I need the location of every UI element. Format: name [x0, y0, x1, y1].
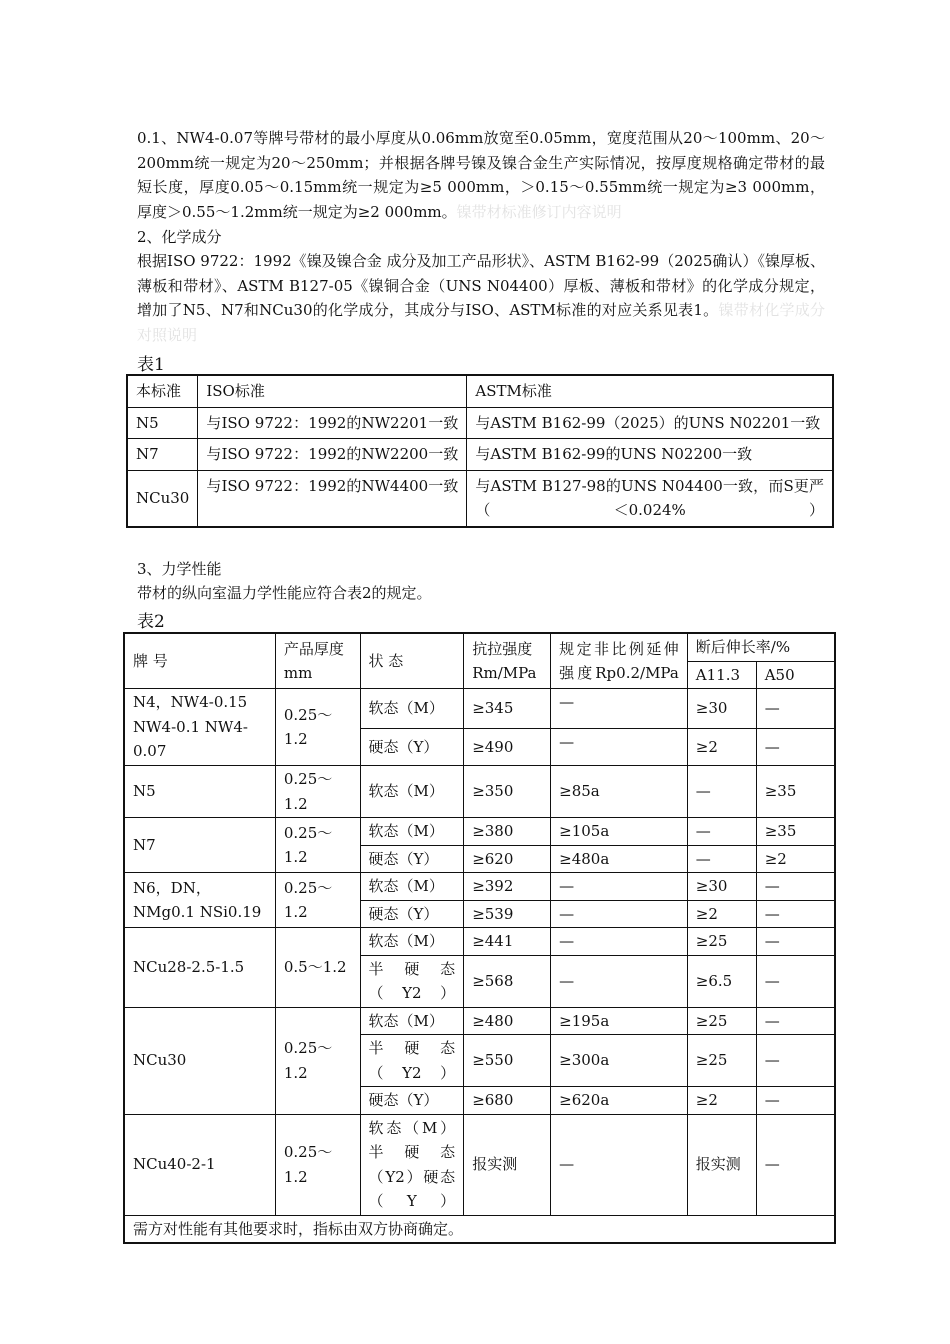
table1-header-cell: ASTM标准	[467, 375, 833, 407]
table2-caption: 表2	[137, 612, 165, 632]
a50-cell: ≥35	[756, 766, 835, 818]
a113-cell: ≥6.5	[687, 955, 756, 1007]
table1-header-row	[127, 375, 833, 407]
table2-footnote-row	[124, 1215, 835, 1243]
yield-cell: —	[551, 1114, 688, 1215]
a50-cell: —	[756, 729, 835, 766]
grade-cell: N7	[124, 818, 275, 873]
thickness-cell: 0.5～1.2	[275, 928, 360, 1008]
header-thickness: 产品厚度mm	[275, 633, 360, 689]
table-row	[124, 766, 835, 818]
header-yield: 规定非比例延伸强度Rp0.2/MPa	[551, 633, 688, 689]
table2	[123, 632, 836, 1244]
table-row	[124, 689, 835, 729]
a50-cell: —	[756, 1087, 835, 1115]
yield-cell: ≥105a	[551, 818, 688, 846]
tensile-cell: ≥350	[464, 766, 551, 818]
a50-cell: —	[756, 955, 835, 1007]
header-state: 状 态	[360, 633, 464, 689]
table2-footnote: 需方对性能有其他要求时，指标由双方协商确定。	[124, 1215, 835, 1243]
a50-cell: —	[756, 928, 835, 956]
yield-cell: ≥480a	[551, 845, 688, 873]
a113-cell: ≥2	[687, 1087, 756, 1115]
a113-cell: ≥25	[687, 1035, 756, 1087]
tensile-cell: ≥490	[464, 729, 551, 766]
yield-cell: ≥300a	[551, 1035, 688, 1087]
paragraph-text: 根据ISO 9722：1992《镍及镍合金 成分及加工产品形状》、ASTM B162-99（2025确认）《镍厚板、薄板和带材》、ASTM B127-05《镍铜合金（UNS N04400）厚板、薄板和带材》的化学成分规定，增加了N5、N7和NCu30的化学成分，其成分与ISO、ASTM标准的对应关系见表1。	[137, 252, 825, 319]
thickness-cell: 0.25～1.2	[275, 1114, 360, 1215]
grade-cell: N4，NW4-0.15 NW4-0.1 NW4-0.07	[124, 689, 275, 766]
a50-cell: —	[756, 689, 835, 729]
tensile-cell: ≥345	[464, 689, 551, 729]
state-cell: 硬态（Y）	[360, 900, 464, 928]
paragraph-thickness-width	[137, 126, 825, 224]
grade-cell: N6，DN，NMg0.1 NSi0.19	[124, 873, 275, 928]
table1-cell: 与ASTM B127-98的UNS N04400一致，而S更严（＜0.024%）	[467, 470, 833, 527]
thickness-cell: 0.25～1.2	[275, 818, 360, 873]
table-row	[124, 928, 835, 956]
a50-cell: —	[756, 873, 835, 901]
state-cell: 硬态（Y）	[360, 845, 464, 873]
state-cell: 软态（M）半硬态（Y2）硬态（Y）	[360, 1114, 464, 1215]
grade-cell: NCu40-2-1	[124, 1114, 275, 1215]
table1-cell: N7	[127, 439, 198, 471]
a50-cell: ≥2	[756, 845, 835, 873]
table1-cell: 与ISO 9722：1992的NW4400一致	[198, 470, 467, 527]
yield-cell: ≥85a	[551, 766, 688, 818]
tensile-cell: ≥480	[464, 1007, 551, 1035]
table2-header-row	[124, 633, 835, 661]
yield-cell: ≥195a	[551, 1007, 688, 1035]
faint-watermark-text: 镍带材化学成分对照说明	[137, 301, 825, 344]
yield-cell: —	[551, 955, 688, 1007]
yield-cell: —	[551, 873, 688, 901]
tensile-cell: ≥441	[464, 928, 551, 956]
header-tensile: 抗拉强度Rm/MPa	[464, 633, 551, 689]
tensile-cell: 报实测	[464, 1114, 551, 1215]
tensile-cell: ≥568	[464, 955, 551, 1007]
table1-cell: 与ASTM B162-99（2025）的UNS N02201一致	[467, 407, 833, 439]
a113-cell: ≥25	[687, 928, 756, 956]
a113-cell: —	[687, 845, 756, 873]
thickness-cell: 0.25～1.2	[275, 1007, 360, 1114]
state-cell: 软态（M）	[360, 818, 464, 846]
table-row	[127, 407, 833, 439]
table1-header-cell: 本标准	[127, 375, 198, 407]
tensile-cell: ≥392	[464, 873, 551, 901]
a50-cell: —	[756, 1007, 835, 1035]
state-cell: 软态（M）	[360, 766, 464, 818]
table1-cell: N5	[127, 407, 198, 439]
paragraph-chemical-composition	[137, 249, 825, 347]
table1-caption: 表1	[137, 355, 165, 375]
a113-cell: —	[687, 818, 756, 846]
table1-cell: NCu30	[127, 470, 198, 527]
a50-cell: —	[756, 900, 835, 928]
yield-cell: —	[551, 729, 688, 766]
grade-cell: NCu30	[124, 1007, 275, 1114]
state-cell: 半硬态（Y2）	[360, 955, 464, 1007]
grade-cell: N5	[124, 766, 275, 818]
paragraph-text: 0.1、NW4-0.07等牌号带材的最小厚度从0.06mm放宽至0.05mm，宽度范围从20～100mm、20～200mm统一规定为20～250mm；并根据各牌号镍及镍合金生产实际情况，按厚度规格确定带材的最短长度，厚度0.05～0.15mm统一规定为≥5 000mm，＞0.15～0.55mm统一规定为≥3 000mm，厚度＞0.55～1.2mm统一规定为≥2 000mm。	[137, 129, 825, 221]
state-cell: 软态（M）	[360, 928, 464, 956]
table-row	[127, 439, 833, 471]
state-cell: 软态（M）	[360, 689, 464, 729]
a113-cell: ≥30	[687, 689, 756, 729]
faint-watermark-text: 镍带材标准修订内容说明	[456, 202, 622, 221]
table-row	[124, 1007, 835, 1035]
thickness-cell: 0.25～1.2	[275, 766, 360, 818]
a113-cell: ≥25	[687, 1007, 756, 1035]
table-row	[124, 873, 835, 901]
a113-cell: ≥30	[687, 873, 756, 901]
thickness-cell: 0.25～1.2	[275, 873, 360, 928]
yield-cell: —	[551, 900, 688, 928]
a113-cell: ≥2	[687, 900, 756, 928]
state-cell: 半硬态（Y2）	[360, 1035, 464, 1087]
grade-cell: NCu28-2.5-1.5	[124, 928, 275, 1008]
paragraph-mechanical: 带材的纵向室温力学性能应符合表2的规定。	[137, 584, 432, 602]
table1-cell: 与ASTM B162-99的UNS N02200一致	[467, 439, 833, 471]
a113-cell: —	[687, 766, 756, 818]
a50-cell: —	[756, 1035, 835, 1087]
table-row	[124, 818, 835, 846]
table1-header-cell: ISO标准	[198, 375, 467, 407]
state-cell: 硬态（Y）	[360, 1087, 464, 1115]
thickness-cell: 0.25～1.2	[275, 689, 360, 766]
state-cell: 硬态（Y）	[360, 729, 464, 766]
section-heading-chemical: 2、化学成分	[137, 228, 222, 246]
yield-cell: —	[551, 928, 688, 956]
tensile-cell: ≥539	[464, 900, 551, 928]
table1-cell: 与ISO 9722：1992的NW2200一致	[198, 439, 467, 471]
header-grade: 牌 号	[124, 633, 275, 689]
header-elongation: 断后伸长率/%	[687, 633, 835, 661]
table1	[126, 374, 834, 528]
table1-cell: 与ISO 9722：1992的NW2201一致	[198, 407, 467, 439]
yield-cell: ≥620a	[551, 1087, 688, 1115]
tensile-cell: ≥680	[464, 1087, 551, 1115]
a113-cell: ≥2	[687, 729, 756, 766]
table-row	[124, 1114, 835, 1215]
state-cell: 软态（M）	[360, 873, 464, 901]
section-heading-mechanical: 3、力学性能	[137, 560, 222, 578]
state-cell: 软态（M）	[360, 1007, 464, 1035]
a50-cell: —	[756, 1114, 835, 1215]
a50-cell: ≥35	[756, 818, 835, 846]
tensile-cell: ≥550	[464, 1035, 551, 1087]
yield-cell: —	[551, 689, 688, 729]
header-a113: A11.3	[687, 661, 756, 689]
a113-cell: 报实测	[687, 1114, 756, 1215]
tensile-cell: ≥380	[464, 818, 551, 846]
tensile-cell: ≥620	[464, 845, 551, 873]
header-a50: A50	[756, 661, 835, 689]
table-row	[127, 470, 833, 527]
